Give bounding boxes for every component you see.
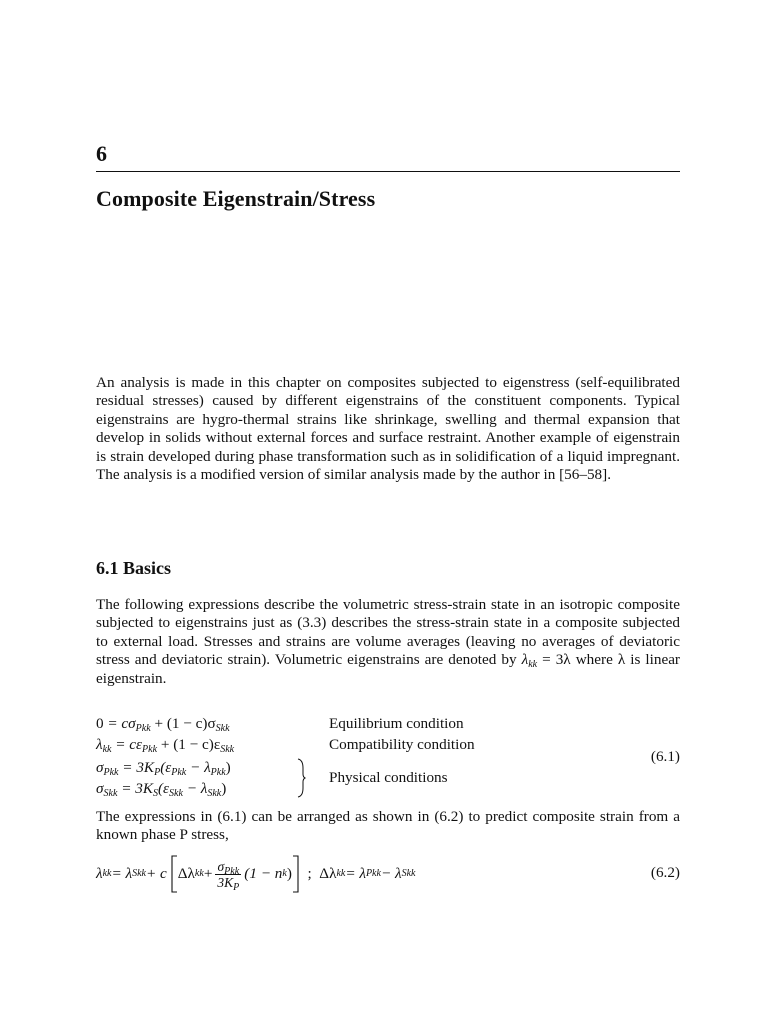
basics-paragraph bbox=[96, 596, 680, 688]
eq2-def3: − λ bbox=[380, 865, 402, 882]
equation-row-rhs-b: (ε bbox=[160, 759, 172, 776]
eq2-inner3: (1 − n bbox=[244, 865, 283, 882]
chapter-number: 6 bbox=[96, 141, 107, 166]
equation-6-1 bbox=[96, 714, 680, 800]
right-bracket-symbol bbox=[292, 855, 300, 893]
stress-fraction bbox=[215, 858, 241, 893]
fraction-numerator-symbol: σ bbox=[217, 858, 225, 874]
equation-row-sub-c: Pkk bbox=[210, 767, 226, 778]
physical-conditions-label: Physical conditions bbox=[329, 769, 448, 786]
eq2-inner1-sub: kk bbox=[194, 868, 204, 879]
equation-row-rhs-a: = cε bbox=[111, 736, 143, 753]
equation-row-lhs: σ bbox=[96, 780, 104, 797]
fraction-denominator-symbol: 3K bbox=[217, 874, 234, 890]
equation-row-lhs-sub: kk bbox=[102, 744, 112, 755]
eq2-part2: + c bbox=[145, 865, 167, 882]
inline-math-rest: = 3λ where λ is linear eigenstrain. bbox=[96, 651, 680, 687]
equation-row-rhs-a: = cσ bbox=[103, 715, 136, 732]
equation-number-6-2: (6.2) bbox=[650, 864, 680, 881]
equation-row-sub-a: Pkk bbox=[135, 723, 151, 734]
after-equation-paragraph: The expressions in (6.1) can be arranged as shown in (6.2) to predict composite strain from a known phase P stress, bbox=[96, 808, 680, 844]
equation-row-compatibility bbox=[96, 735, 234, 755]
equation-row-rhs-c: − λ bbox=[182, 780, 208, 797]
inline-math-lambda: λ bbox=[521, 651, 529, 669]
eq2-def2-sub: Pkk bbox=[365, 868, 381, 879]
eq2-def1: Δλ bbox=[319, 865, 337, 882]
section-heading: 6.1 Basics bbox=[96, 558, 172, 578]
equation-row-rhs-b: (ε bbox=[157, 780, 170, 797]
equation-row-lhs: σ bbox=[96, 759, 104, 776]
equilibrium-label: Equilibrium condition bbox=[329, 715, 464, 732]
equation-6-2 bbox=[96, 850, 680, 898]
equation-row-lhs-sub: Pkk bbox=[103, 767, 119, 778]
eq2-separator: ; bbox=[299, 865, 320, 882]
equation-row-sub-b: Skk bbox=[215, 723, 230, 734]
equation-row-lhs: 0 bbox=[96, 715, 104, 732]
equation-row-rhs-a: = 3K bbox=[118, 759, 155, 776]
fraction-denominator-sub: P bbox=[233, 881, 240, 893]
eq2-def1-sub: kk bbox=[336, 868, 346, 879]
equation-row-rhs-d: ) bbox=[225, 759, 231, 776]
equation-row-sub-b: Skk bbox=[169, 788, 183, 799]
equation-row-rhs-d: ) bbox=[221, 780, 227, 797]
compatibility-label: Compatibility condition bbox=[329, 736, 475, 753]
eq2-inner2: + bbox=[203, 865, 213, 882]
eq2-lhs: λ bbox=[96, 865, 103, 882]
inline-math-sub: kk bbox=[528, 659, 538, 671]
equation-row-rhs-b: + (1 − c)ε bbox=[157, 736, 221, 753]
fraction-numerator-sub: Pkk bbox=[224, 865, 240, 877]
equation-row-rhs-c: − λ bbox=[186, 759, 211, 776]
equation-row-physical-s bbox=[96, 779, 226, 799]
chapter-title: Composite Eigenstrain/Stress bbox=[96, 186, 376, 211]
equation-row-sub-a: S bbox=[152, 788, 158, 799]
eq2-lhs-sub: kk bbox=[102, 868, 112, 879]
fraction-numerator bbox=[215, 859, 241, 875]
equation-row-physical-p bbox=[96, 758, 231, 778]
equation-row-sub-a: Pkk bbox=[142, 744, 158, 755]
intro-paragraph: An analysis is made in this chapter on composites subjected to eigenstress (self-equilibrated residual stresses) caused by different eigenstrains of the constituent components. Typical eigenstrains are hygro-thermal strains like shrinkage, swelling and thermal expansion that develop in solids without external forces and surface restraint. Another example of eigenstrain is strain developed during phase transformation such as in solidification of a liquid impregnant. The analysis is a modified version of similar analysis made by the author in [56–58]. bbox=[96, 374, 680, 484]
right-brace-symbol bbox=[296, 758, 306, 798]
equation-6-2-body bbox=[96, 850, 415, 898]
eq2-part1: = λ bbox=[111, 865, 133, 882]
equation-row-sub-a: P bbox=[154, 767, 161, 778]
eq2-def3-sub: Skk bbox=[401, 868, 416, 879]
equation-row-sub-b: Skk bbox=[220, 744, 235, 755]
equation-row-lhs-sub: Skk bbox=[103, 788, 118, 799]
eq2-def2: = λ bbox=[345, 865, 366, 882]
basics-paragraph-text: The following expressions describe the volumetric stress-strain state in an isotropic composite subjected to eigenstrains just as (3.3) describes the stress-strain state in a composite subjected to external load. Stresses and strains are volume averages (leaving no averages of deviatoric stress and deviatoric strain). Volumetric eigenstrains are denoted by bbox=[96, 596, 680, 669]
left-bracket-symbol bbox=[170, 855, 178, 893]
chapter-rule-divider bbox=[96, 171, 680, 172]
fraction-denominator bbox=[215, 874, 241, 893]
equation-row-rhs-b: + (1 − c)σ bbox=[150, 715, 216, 732]
equation-number-6-1: (6.1) bbox=[650, 748, 680, 765]
equation-row-lhs: λ bbox=[96, 736, 103, 753]
equation-row-sub-c: Skk bbox=[207, 788, 222, 799]
eq2-inner1: Δλ bbox=[177, 865, 195, 882]
equation-row-equilibrium bbox=[96, 714, 230, 734]
eq2-inner3-sub: k bbox=[282, 868, 287, 879]
eq2-inner4: ) bbox=[286, 865, 292, 882]
equation-row-sub-b: Pkk bbox=[171, 767, 187, 778]
eq2-part1-sub: Skk bbox=[132, 868, 146, 879]
equation-row-rhs-a: = 3K bbox=[117, 780, 153, 797]
